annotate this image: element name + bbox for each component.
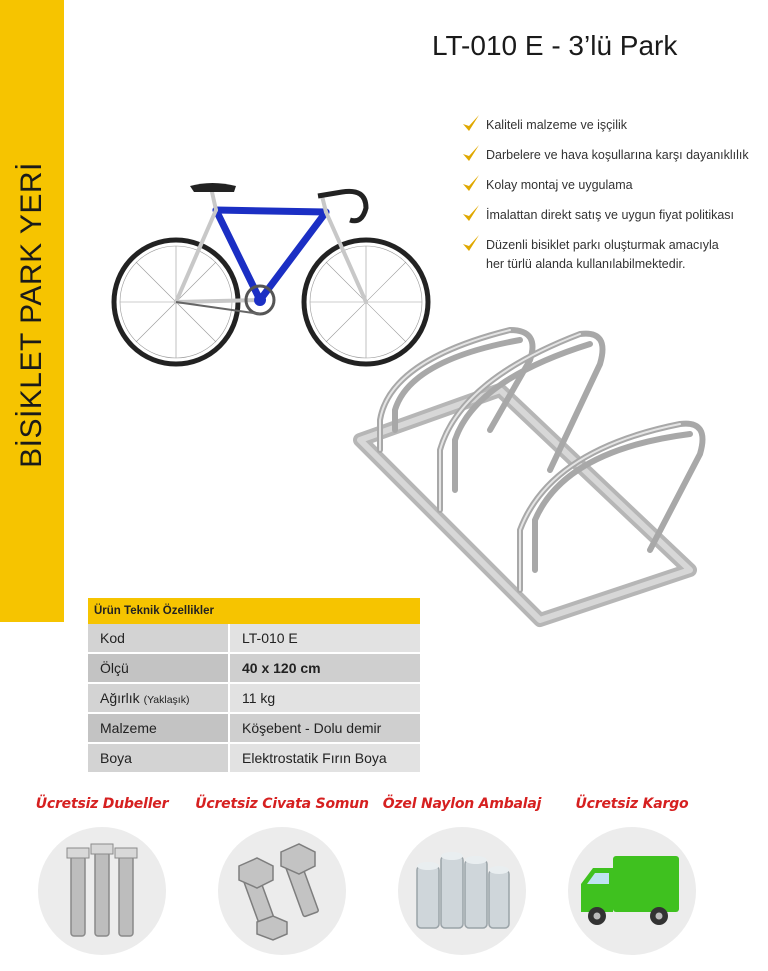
bolt-nut-image <box>217 826 347 956</box>
spec-value: LT-010 E <box>242 630 298 646</box>
spec-key: Boya <box>88 744 230 772</box>
spec-value: 11 kg <box>242 690 276 706</box>
feature-text: Düzenli bisiklet parkı oluşturmak amacıyla <box>486 238 719 252</box>
check-icon <box>462 114 480 134</box>
bonus-label: Ücretsiz Dubeller <box>35 796 169 812</box>
nylon-rolls-image <box>397 826 527 956</box>
wall-plug-image <box>37 826 167 956</box>
check-icon <box>462 144 480 164</box>
spec-key-label: Ağırlık <box>100 690 140 706</box>
bonus-label: Ücretsiz Kargo <box>575 796 689 812</box>
spec-key: Kod <box>88 624 230 652</box>
spec-table <box>88 598 420 774</box>
page-title: LT-010 E - 3’lü Park <box>432 30 678 61</box>
feature-item <box>462 232 768 262</box>
feature-continuation: her türlü alanda kullanılabilmektedir. <box>486 257 686 271</box>
table-row <box>88 624 420 654</box>
spec-key-note: (Yaklaşık) <box>143 694 190 706</box>
table-row <box>88 714 420 744</box>
feature-text: Kaliteli malzeme ve işçilik <box>486 118 628 132</box>
spec-key <box>88 684 230 712</box>
bonus-civata <box>192 796 372 956</box>
bonus-label: Ücretsiz Civata Somun <box>195 796 369 812</box>
feature-text: Kolay montaj ve uygulama <box>486 178 633 192</box>
check-icon <box>462 204 480 224</box>
spec-value: 40 x 120 cm <box>242 660 321 676</box>
bonus-ambalaj <box>372 796 552 956</box>
feature-text: Darbelere ve hava koşullarına karşı dayanıklılık <box>486 148 749 162</box>
table-row <box>88 654 420 684</box>
check-icon <box>462 234 480 254</box>
side-band <box>0 0 64 622</box>
bonus-label: Özel Naylon Ambalaj <box>382 796 542 812</box>
spec-key: Malzeme <box>88 714 230 742</box>
truck-icon <box>567 826 697 956</box>
feature-list <box>462 112 768 272</box>
spec-value: Köşebent - Dolu demir <box>242 720 382 736</box>
feature-item <box>462 202 768 232</box>
feature-item <box>462 112 768 142</box>
check-icon <box>462 174 480 194</box>
feature-item <box>462 172 768 202</box>
bonus-dubeller <box>12 796 192 956</box>
spec-key: Ölçü <box>88 654 230 682</box>
feature-text: İmalattan direkt satış ve uygun fiyat politikası <box>486 208 735 222</box>
spec-table-title: Ürün Teknik Özellikler <box>88 598 420 624</box>
feature-item <box>462 142 768 172</box>
spec-value: Elektrostatik Fırın Boya <box>242 750 387 766</box>
table-row <box>88 744 420 774</box>
bonus-kargo <box>542 796 722 956</box>
side-title: BİSİKLET PARK YERİ <box>15 162 48 468</box>
table-row <box>88 684 420 714</box>
